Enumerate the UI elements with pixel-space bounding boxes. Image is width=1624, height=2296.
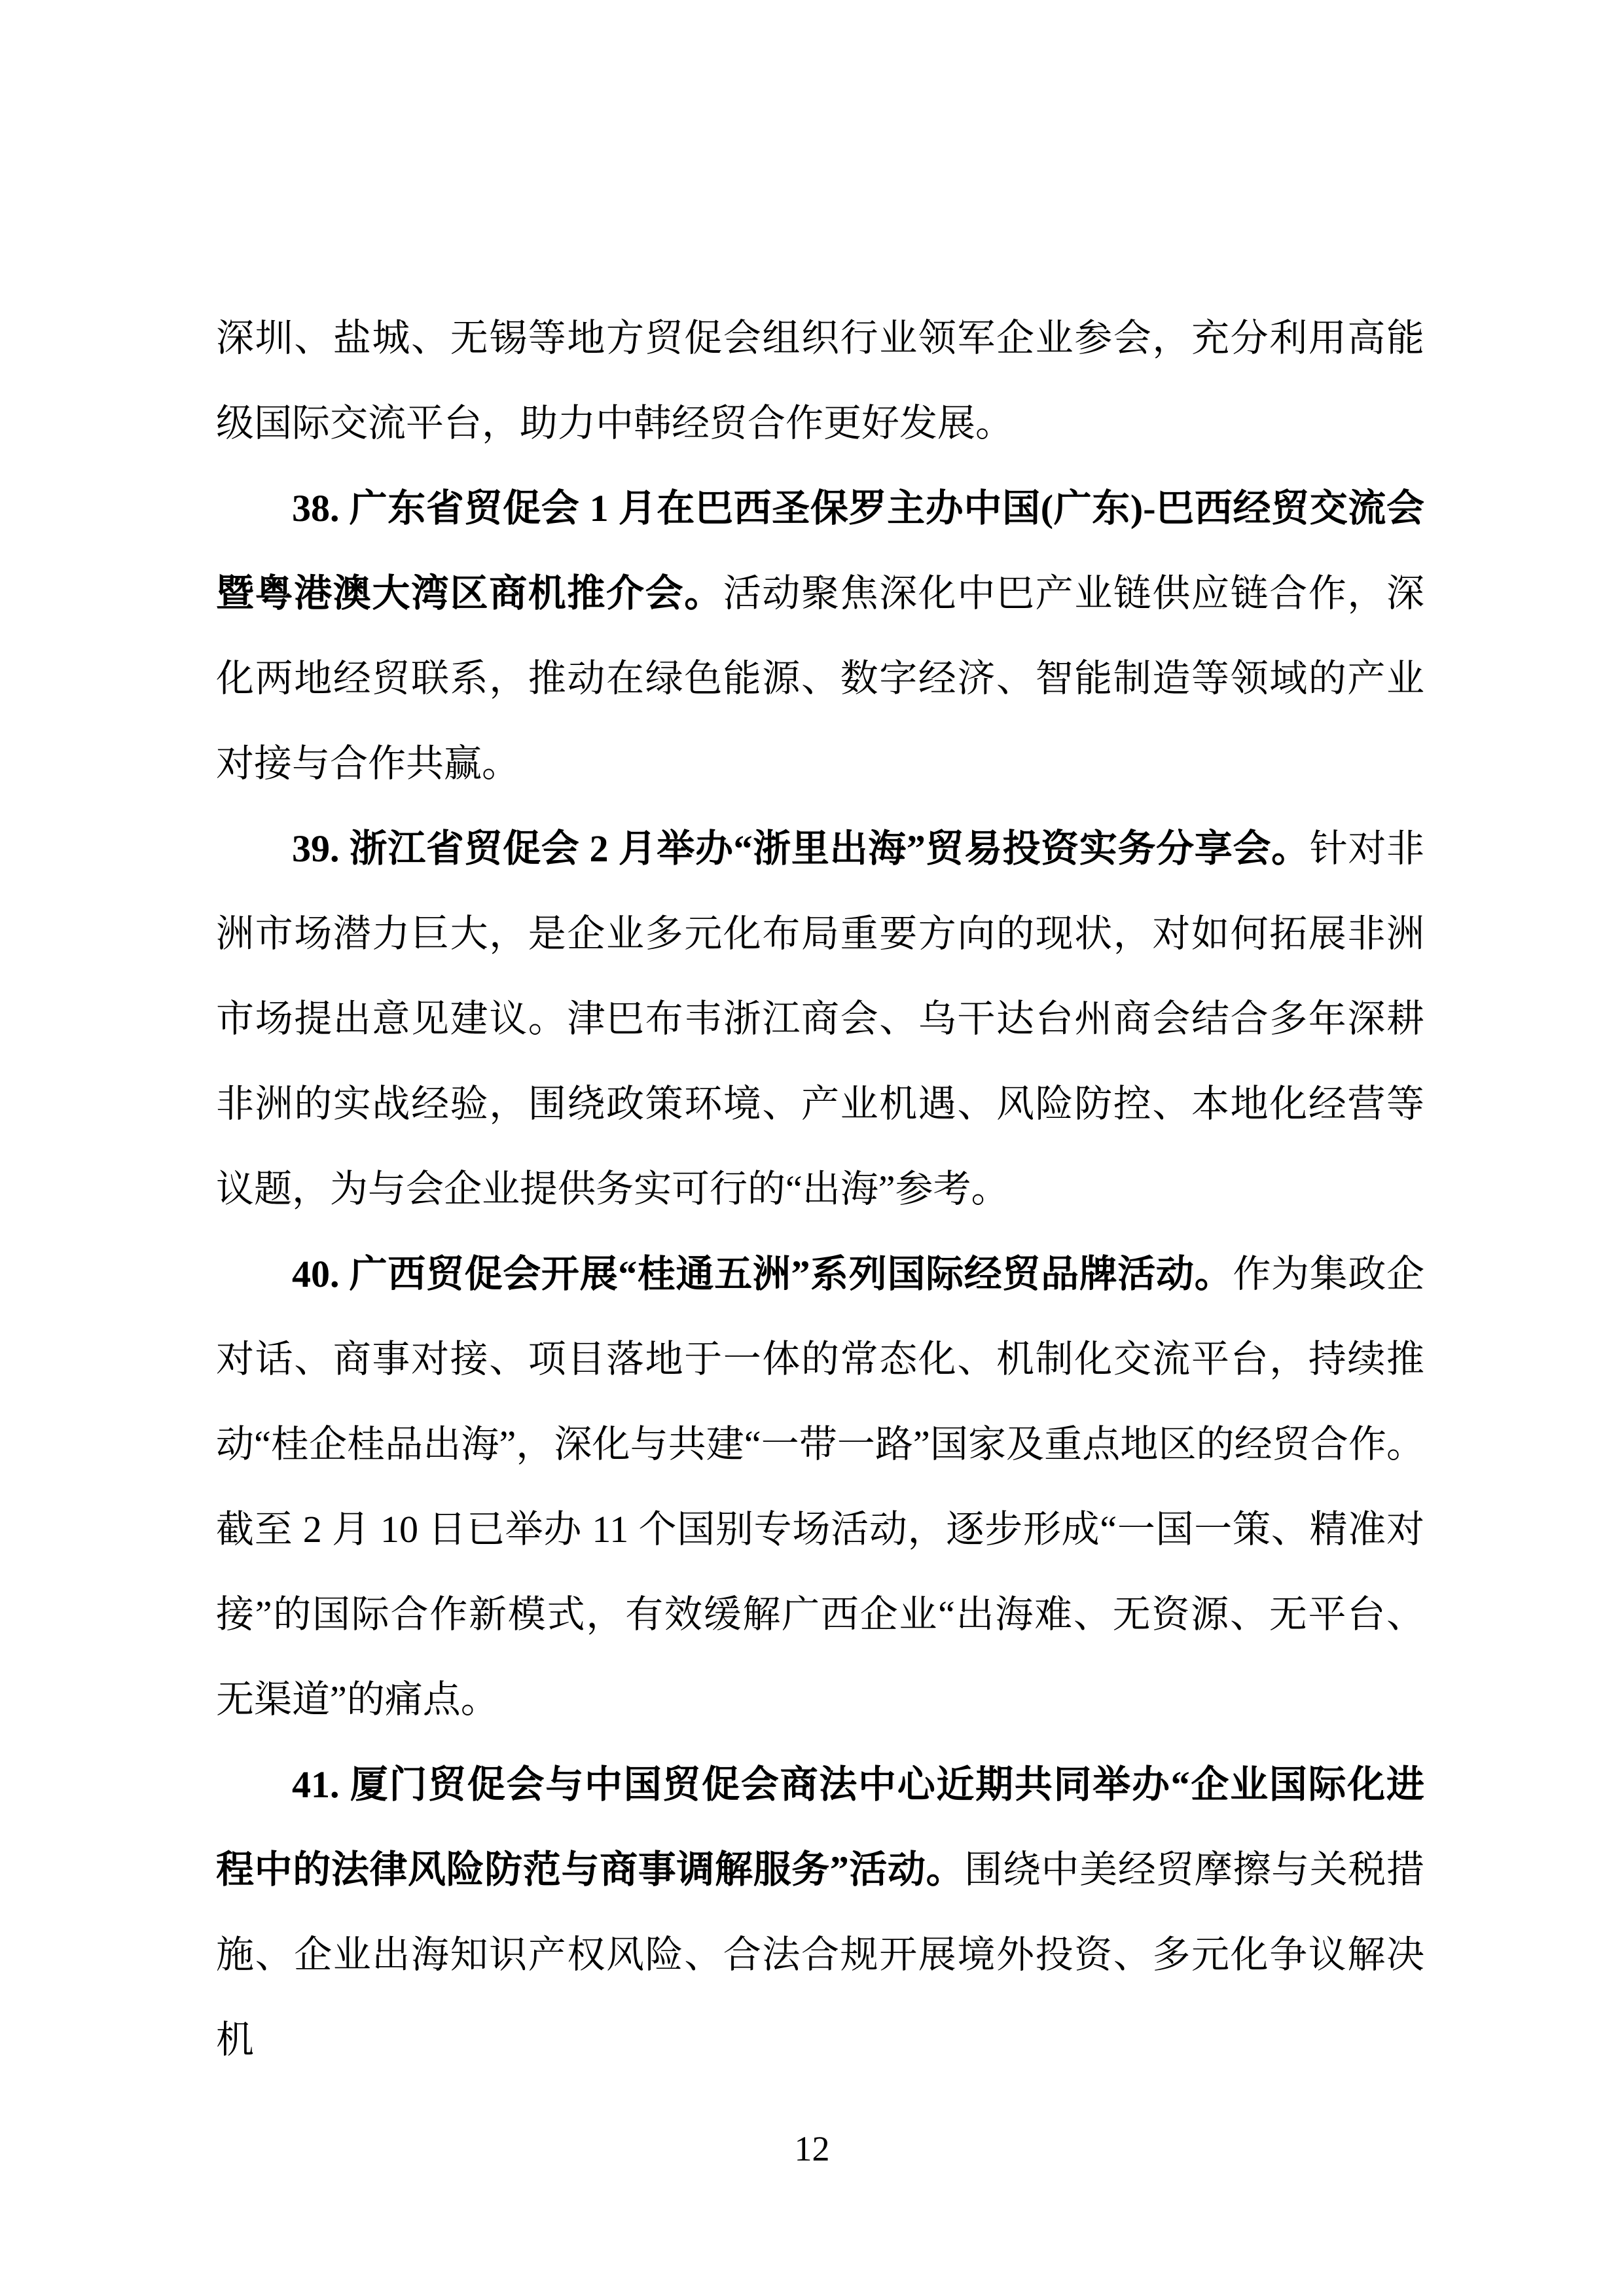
paragraph-lead-bold: 40. 广西贸促会开展“桂通五洲”系列国际经贸品牌活动。 bbox=[292, 1253, 1233, 1295]
page-footer bbox=[0, 2126, 1624, 2172]
paragraph-lead-bold: 39. 浙江省贸促会 2 月举办“浙里出海”贸易投资实务分享会。 bbox=[292, 827, 1310, 870]
document-body bbox=[216, 296, 1424, 2083]
paragraph bbox=[216, 466, 1424, 806]
paragraph bbox=[216, 1742, 1424, 2083]
paragraph bbox=[216, 296, 1424, 466]
paragraph-text: 深圳、盐城、无锡等地方贸促会组织行业领军企业参会，充分利用高能级国际交流平台，助力中韩经贸合作更好发展。 bbox=[216, 317, 1424, 444]
paragraph-text: 活动聚焦深化中巴产业链供应链合作，深化两地经贸联系，推动在绿色能源、数字经济、智能制造等领域的产业对接与合作共赢。 bbox=[216, 572, 1424, 785]
paragraph-text: 作为集政企对话、商事对接、项目落地于一体的常态化、机制化交流平台，持续推动“桂企桂品出海”，深化与共建“一带一路”国家及重点地区的经贸合作。截至 2 月 10 日已举办 11 个国别专场活动，逐步形成“一国一策、精准对接”的国际合作新模式，有效缓解广西企业“出海难、无资源、无平台、无渠道”的痛点。 bbox=[216, 1253, 1424, 1721]
paragraph bbox=[216, 1232, 1424, 1742]
paragraph bbox=[216, 806, 1424, 1232]
paragraph-lead-bold: 41. 厦门贸促会与中国贸促会商法中心近期共同举办“企业国际化进程中的法律风险防范与商事调解服务”活动。 bbox=[216, 1763, 1424, 1891]
page-number: 12 bbox=[794, 2129, 830, 2168]
paragraph-text: 围绕中美经贸摩擦与关税措施、企业出海知识产权风险、合法合规开展境外投资、多元化争议解决机 bbox=[216, 1848, 1424, 2061]
paragraph-text: 针对非洲市场潜力巨大，是企业多元化布局重要方向的现状，对如何拓展非洲市场提出意见建议。津巴布韦浙江商会、乌干达台州商会结合多年深耕非洲的实战经验，围绕政策环境、产业机遇、风险防控、本地化经营等议题，为与会企业提供务实可行的“出海”参考。 bbox=[216, 827, 1424, 1210]
paragraph-lead-bold: 38. 广东省贸促会 1 月在巴西圣保罗主办中国(广东)-巴西经贸交流会暨粤港澳大湾区商机推介会。 bbox=[216, 487, 1424, 615]
